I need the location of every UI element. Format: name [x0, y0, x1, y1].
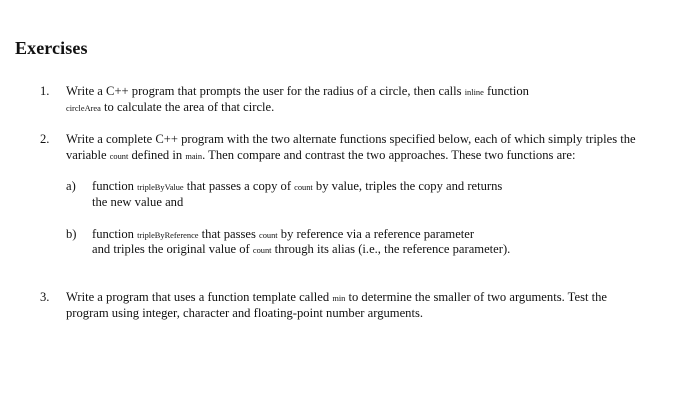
- code-term: circleArea: [66, 104, 101, 113]
- code-term: inline: [464, 88, 484, 97]
- page-title: Exercises: [15, 38, 88, 58]
- exercise-text-line: function tripleByReference that passes count by reference via a reference parameter: [92, 227, 475, 241]
- exercise-number: 2.: [40, 132, 50, 146]
- exercise-text-line: function tripleByValue that passes a copy of count by value, triples the copy and returns: [92, 179, 503, 193]
- exercise-number: 3.: [40, 290, 50, 304]
- exercise-text-line: the new value and: [92, 195, 184, 209]
- code-term: min: [332, 294, 346, 303]
- exercise-text-line: Write a program that uses a function template called min to determine the smaller of two arguments. Test the: [66, 290, 608, 304]
- code-term: main: [185, 152, 203, 161]
- subitem-letter: b): [66, 227, 77, 241]
- code-term: count: [252, 246, 272, 255]
- exercise-text-line: program using integer, character and floating-point number arguments.: [66, 306, 424, 320]
- exercise-text-line: and triples the original value of count through its alias (i.e., the reference parameter).: [92, 242, 511, 256]
- code-term: count: [109, 152, 129, 161]
- subitem-letter: a): [66, 179, 76, 193]
- exercise-text-line: variable count defined in main. Then compare and contrast the two approaches. These two functions are:: [66, 148, 576, 162]
- exercise-text-line: Write a complete C++ program with the two alternate functions specified below, each of which simply triples the: [66, 132, 636, 146]
- exercise-text-line: Write a C++ program that prompts the user for the radius of a circle, then calls inline function: [66, 84, 529, 98]
- code-term: tripleByReference: [137, 231, 199, 240]
- code-term: tripleByValue: [137, 183, 184, 192]
- exercise-text-line: circleArea to calculate the area of that circle.: [66, 100, 275, 114]
- exercise-number: 1.: [40, 84, 50, 98]
- code-term: count: [259, 231, 278, 240]
- code-term: count: [294, 183, 313, 192]
